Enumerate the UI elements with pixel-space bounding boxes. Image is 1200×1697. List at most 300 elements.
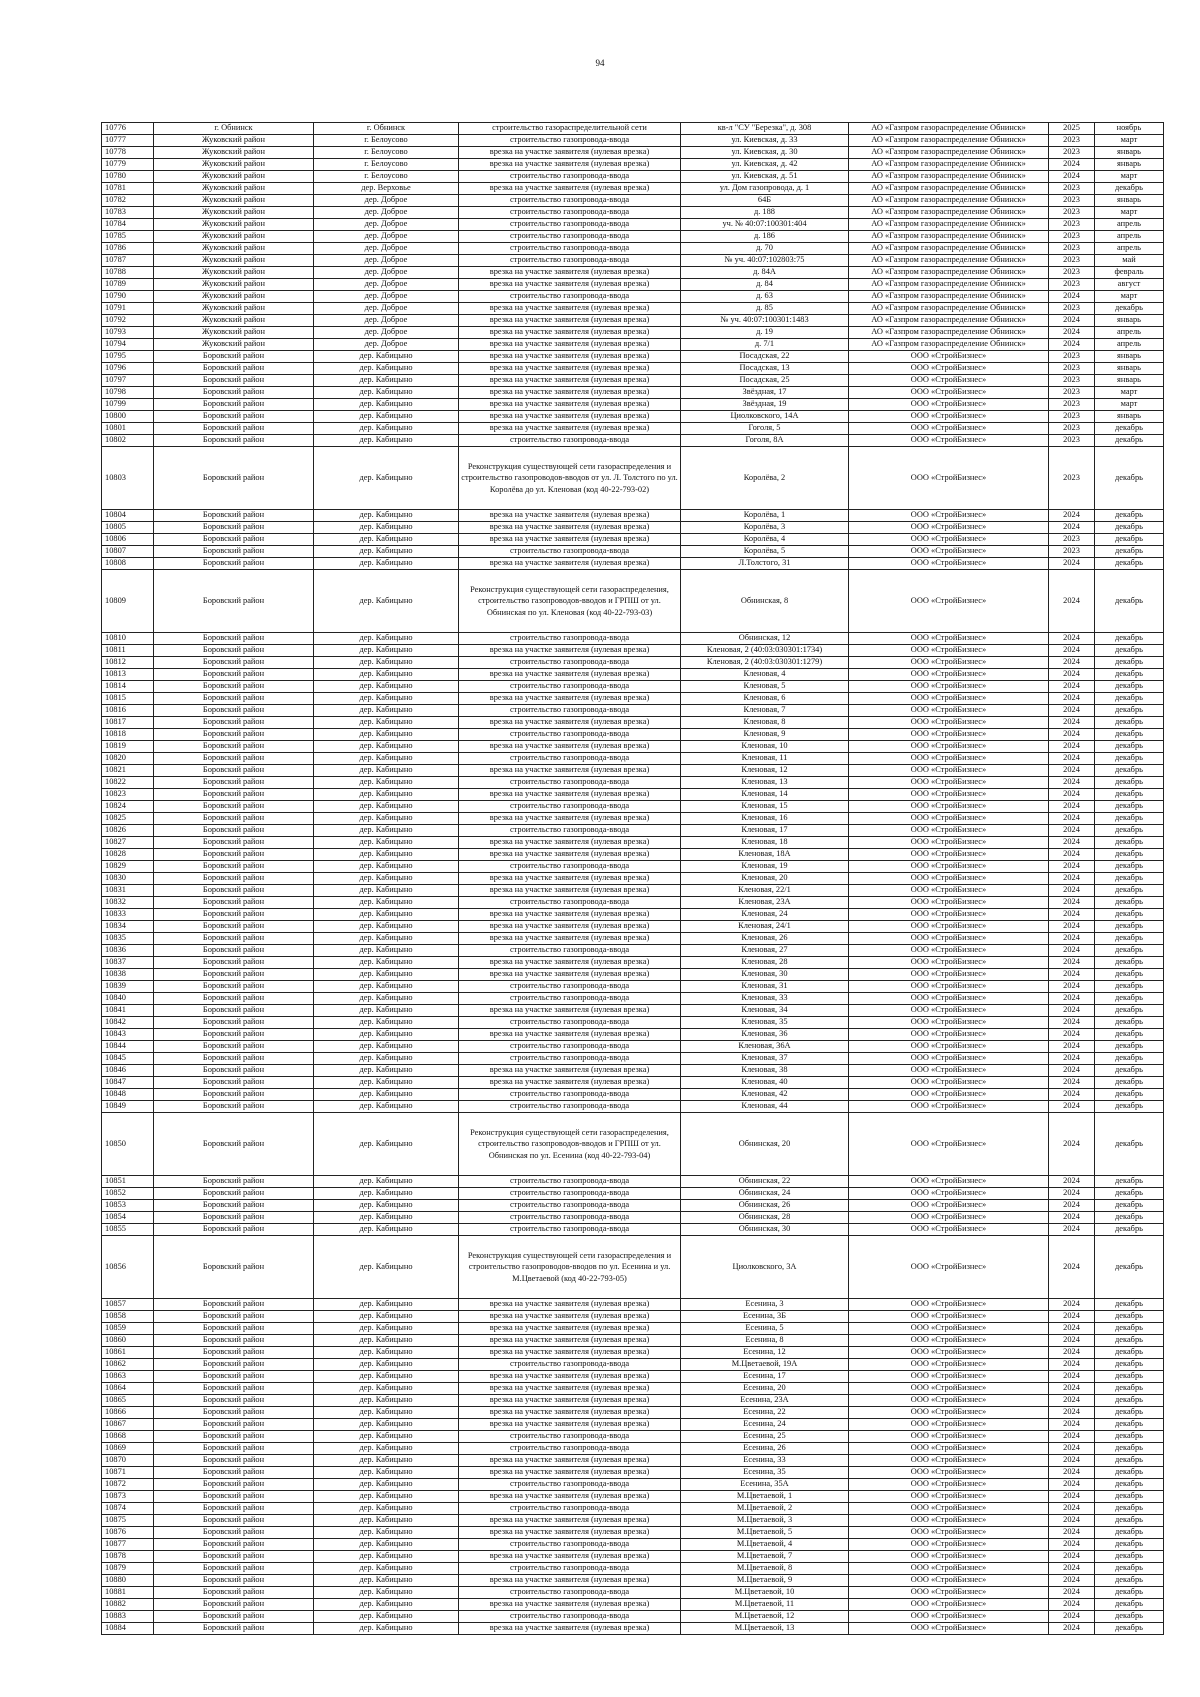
settlement-cell: дер. Кабицыно [314,1005,459,1017]
organization-cell: ООО «СтройБизнес» [849,1017,1049,1029]
settlement-cell: дер. Доброе [314,303,459,315]
address-cell: М.Цветаевой, 3 [681,1515,849,1527]
row-number: 10828 [102,849,154,861]
row-number: 10849 [102,1101,154,1113]
organization-cell: ООО «СтройБизнес» [849,1041,1049,1053]
table-row [102,1029,1164,1041]
row-number: 10836 [102,945,154,957]
month-cell: декабрь [1095,645,1164,657]
row-number: 10785 [102,231,154,243]
table-row [102,207,1164,219]
organization-cell: АО «Газпром газораспределение Обнинск» [849,195,1049,207]
organization-cell: АО «Газпром газораспределение Обнинск» [849,231,1049,243]
settlement-cell: дер. Кабицыно [314,729,459,741]
settlement-cell: дер. Верховье [314,183,459,195]
row-number: 10856 [102,1236,154,1299]
work-type-cell: строительство газопровода-ввода [459,993,681,1005]
table-row [102,231,1164,243]
row-number: 10855 [102,1224,154,1236]
table-row [102,981,1164,993]
organization-cell: ООО «СтройБизнес» [849,558,1049,570]
year-cell: 2024 [1049,1455,1095,1467]
organization-cell: ООО «СтройБизнес» [849,885,1049,897]
year-cell: 2024 [1049,837,1095,849]
work-type-cell: врезка на участке заявителя (нулевая врезка) [459,411,681,423]
table-row [102,1623,1164,1635]
address-cell: Кленовая, 18 [681,837,849,849]
organization-cell: АО «Газпром газораспределение Обнинск» [849,315,1049,327]
district-cell: Боровский район [154,399,314,411]
month-cell: декабрь [1095,705,1164,717]
year-cell: 2024 [1049,1089,1095,1101]
table-row [102,135,1164,147]
month-cell: декабрь [1095,861,1164,873]
district-cell: Жуковский район [154,243,314,255]
work-type-cell: врезка на участке заявителя (нулевая врезка) [459,279,681,291]
organization-cell: ООО «СтройБизнес» [849,1539,1049,1551]
address-cell: Кленовая, 19 [681,861,849,873]
month-cell: декабрь [1095,945,1164,957]
district-cell: Боровский район [154,1491,314,1503]
address-cell: Обнинская, 20 [681,1113,849,1176]
month-cell: декабрь [1095,1065,1164,1077]
district-cell: Боровский район [154,1407,314,1419]
year-cell: 2024 [1049,1587,1095,1599]
month-cell: декабрь [1095,303,1164,315]
settlement-cell: дер. Кабицыно [314,681,459,693]
work-type-cell: строительство газопровода-ввода [459,801,681,813]
organization-cell: ООО «СтройБизнес» [849,1188,1049,1200]
address-cell: № уч. 40:07:100301:1483 [681,315,849,327]
month-cell: декабрь [1095,447,1164,510]
district-cell: Боровский район [154,1017,314,1029]
settlement-cell: дер. Доброе [314,207,459,219]
settlement-cell: дер. Кабицыно [314,1623,459,1635]
district-cell: Жуковский район [154,183,314,195]
settlement-cell: дер. Кабицыно [314,777,459,789]
work-type-cell: строительство газопровода-ввода [459,291,681,303]
district-cell: Боровский район [154,363,314,375]
address-cell: М.Цветаевой, 5 [681,1527,849,1539]
month-cell: декабрь [1095,1323,1164,1335]
row-number: 10831 [102,885,154,897]
work-type-cell: строительство газопровода-ввода [459,135,681,147]
work-type-cell: строительство газопровода-ввода [459,1089,681,1101]
work-type-cell: врезка на участке заявителя (нулевая врезка) [459,1455,681,1467]
row-number: 10832 [102,897,154,909]
district-cell: Боровский район [154,693,314,705]
row-number: 10807 [102,546,154,558]
table-row [102,1479,1164,1491]
table-row [102,837,1164,849]
work-type-cell: врезка на участке заявителя (нулевая врезка) [459,1491,681,1503]
organization-cell: ООО «СтройБизнес» [849,849,1049,861]
settlement-cell: дер. Кабицыно [314,399,459,411]
district-cell: Боровский район [154,1224,314,1236]
table-row [102,1323,1164,1335]
district-cell: Жуковский район [154,207,314,219]
settlement-cell: дер. Кабицыно [314,1395,459,1407]
month-cell: апрель [1095,231,1164,243]
settlement-cell: дер. Кабицыно [314,885,459,897]
work-type-cell: строительство газопровода-ввода [459,207,681,219]
district-cell: Боровский район [154,570,314,633]
year-cell: 2024 [1049,1503,1095,1515]
settlement-cell: дер. Кабицыно [314,1431,459,1443]
work-type-cell: Реконструкция существующей сети газораспределения и строительство газопроводов-вводов по ул. Есенина и ул. М.Цветаевой (код 40-22-793-05) [459,1236,681,1299]
district-cell: Боровский район [154,1029,314,1041]
year-cell: 2023 [1049,147,1095,159]
row-number: 10784 [102,219,154,231]
year-cell: 2023 [1049,255,1095,267]
organization-cell: ООО «СтройБизнес» [849,1065,1049,1077]
settlement-cell: дер. Кабицыно [314,570,459,633]
row-number: 10853 [102,1200,154,1212]
district-cell: Боровский район [154,522,314,534]
address-cell: д. 70 [681,243,849,255]
year-cell: 2024 [1049,1113,1095,1176]
address-cell: Кленовая, 18А [681,849,849,861]
table-row [102,1359,1164,1371]
organization-cell: ООО «СтройБизнес» [849,570,1049,633]
table-row [102,291,1164,303]
district-cell: Боровский район [154,933,314,945]
settlement-cell: дер. Кабицыно [314,1212,459,1224]
organization-cell: ООО «СтройБизнес» [849,1455,1049,1467]
settlement-cell: дер. Кабицыно [314,1053,459,1065]
organization-cell: ООО «СтройБизнес» [849,741,1049,753]
district-cell: Боровский район [154,1623,314,1635]
table-row [102,1311,1164,1323]
month-cell: декабрь [1095,1503,1164,1515]
year-cell: 2024 [1049,1212,1095,1224]
work-type-cell: Реконструкция существующей сети газораспределения, строительство газопроводов-вводов и ГРПШ от ул. Обнинская по ул. Есенина (код 40-22-793-04) [459,1113,681,1176]
row-number: 10819 [102,741,154,753]
organization-cell: ООО «СтройБизнес» [849,1551,1049,1563]
year-cell: 2024 [1049,813,1095,825]
organization-cell: АО «Газпром газораспределение Обнинск» [849,339,1049,351]
district-cell: Боровский район [154,1053,314,1065]
settlement-cell: дер. Кабицыно [314,1527,459,1539]
settlement-cell: дер. Доброе [314,315,459,327]
year-cell: 2023 [1049,435,1095,447]
address-cell: Обнинская, 28 [681,1212,849,1224]
month-cell: декабрь [1095,1188,1164,1200]
district-cell: Боровский район [154,873,314,885]
table-row [102,1467,1164,1479]
organization-cell: ООО «СтройБизнес» [849,1299,1049,1311]
table-row [102,279,1164,291]
month-cell: декабрь [1095,657,1164,669]
table-row [102,1212,1164,1224]
row-number: 10792 [102,315,154,327]
settlement-cell: дер. Доброе [314,327,459,339]
month-cell: май [1095,255,1164,267]
row-number: 10833 [102,909,154,921]
year-cell: 2024 [1049,1467,1095,1479]
year-cell: 2024 [1049,741,1095,753]
address-cell: Есенина, 20 [681,1383,849,1395]
district-cell: Боровский район [154,789,314,801]
row-number: 10878 [102,1551,154,1563]
row-number: 10787 [102,255,154,267]
work-type-cell: строительство газопровода-ввода [459,1359,681,1371]
settlement-cell: дер. Кабицыно [314,1089,459,1101]
district-cell: Боровский район [154,1311,314,1323]
district-cell: Боровский район [154,957,314,969]
settlement-cell: дер. Кабицыно [314,825,459,837]
settlement-cell: дер. Кабицыно [314,351,459,363]
organization-cell: ООО «СтройБизнес» [849,765,1049,777]
row-number: 10815 [102,693,154,705]
row-number: 10835 [102,933,154,945]
table-row [102,1101,1164,1113]
year-cell: 2023 [1049,267,1095,279]
address-cell: Кленовая, 27 [681,945,849,957]
address-cell: М.Цветаевой, 11 [681,1599,849,1611]
month-cell: март [1095,135,1164,147]
organization-cell: АО «Газпром газораспределение Обнинск» [849,219,1049,231]
table-row [102,558,1164,570]
row-number: 10873 [102,1491,154,1503]
work-type-cell: врезка на участке заявителя (нулевая врезка) [459,423,681,435]
district-cell: Боровский район [154,423,314,435]
address-cell: д. 84 [681,279,849,291]
organization-cell: ООО «СтройБизнес» [849,657,1049,669]
row-number: 10852 [102,1188,154,1200]
month-cell: декабрь [1095,1623,1164,1635]
settlement-cell: дер. Кабицыно [314,1467,459,1479]
row-number: 10810 [102,633,154,645]
address-cell: Есенина, 23А [681,1395,849,1407]
work-type-cell: строительство газопровода-ввода [459,1176,681,1188]
month-cell: декабрь [1095,558,1164,570]
row-number: 10791 [102,303,154,315]
row-number: 10866 [102,1407,154,1419]
year-cell: 2024 [1049,558,1095,570]
settlement-cell: дер. Кабицыно [314,813,459,825]
settlement-cell: дер. Кабицыно [314,1236,459,1299]
address-cell: Кленовая, 2 (40:03:030301:1279) [681,657,849,669]
district-cell: Жуковский район [154,231,314,243]
month-cell: декабрь [1095,1101,1164,1113]
table-row [102,861,1164,873]
work-type-cell: врезка на участке заявителя (нулевая врезка) [459,885,681,897]
district-cell: Жуковский район [154,291,314,303]
year-cell: 2024 [1049,1563,1095,1575]
district-cell: Боровский район [154,717,314,729]
work-type-cell: врезка на участке заявителя (нулевая врезка) [459,147,681,159]
work-type-cell: строительство газопровода-ввода [459,1101,681,1113]
district-cell: Боровский район [154,1347,314,1359]
year-cell: 2024 [1049,1029,1095,1041]
year-cell: 2024 [1049,1335,1095,1347]
work-type-cell: врезка на участке заявителя (нулевая врезка) [459,741,681,753]
settlement-cell: дер. Доброе [314,195,459,207]
organization-cell: ООО «СтройБизнес» [849,522,1049,534]
settlement-cell: дер. Кабицыно [314,1347,459,1359]
month-cell: декабрь [1095,522,1164,534]
organization-cell: ООО «СтройБизнес» [849,447,1049,510]
settlement-cell: дер. Кабицыно [314,447,459,510]
table-row [102,681,1164,693]
month-cell: декабрь [1095,681,1164,693]
year-cell: 2023 [1049,183,1095,195]
organization-cell: АО «Газпром газораспределение Обнинск» [849,279,1049,291]
year-cell: 2024 [1049,1407,1095,1419]
organization-cell: ООО «СтройБизнес» [849,1575,1049,1587]
address-cell: М.Цветаевой, 2 [681,1503,849,1515]
month-cell: март [1095,171,1164,183]
address-cell: Л.Толстого, 31 [681,558,849,570]
row-number: 10800 [102,411,154,423]
district-cell: Боровский район [154,1005,314,1017]
settlement-cell: дер. Кабицыно [314,522,459,534]
address-cell: Кленовая, 33 [681,993,849,1005]
address-cell: Кленовая, 14 [681,789,849,801]
address-cell: Есенина, 17 [681,1371,849,1383]
table-row [102,1347,1164,1359]
organization-cell: ООО «СтройБизнес» [849,411,1049,423]
organization-cell: ООО «СтройБизнес» [849,423,1049,435]
year-cell: 2023 [1049,195,1095,207]
work-type-cell: врезка на участке заявителя (нулевая врезка) [459,789,681,801]
work-type-cell: строительство газопровода-ввода [459,1443,681,1455]
settlement-cell: дер. Кабицыно [314,1176,459,1188]
district-cell: Боровский район [154,1359,314,1371]
address-cell: М.Цветаевой, 7 [681,1551,849,1563]
row-number: 10798 [102,387,154,399]
address-cell: Королёва, 3 [681,522,849,534]
month-cell: апрель [1095,339,1164,351]
district-cell: Боровский район [154,1503,314,1515]
address-cell: ул. Киевская, д. 51 [681,171,849,183]
table-row [102,570,1164,633]
table-row [102,1611,1164,1623]
year-cell: 2024 [1049,1299,1095,1311]
row-number: 10827 [102,837,154,849]
year-cell: 2024 [1049,1515,1095,1527]
organization-cell: ООО «СтройБизнес» [849,1176,1049,1188]
year-cell: 2023 [1049,207,1095,219]
month-cell: декабрь [1095,1359,1164,1371]
month-cell: декабрь [1095,1299,1164,1311]
year-cell: 2024 [1049,789,1095,801]
settlement-cell: дер. Кабицыно [314,1029,459,1041]
organization-cell: ООО «СтройБизнес» [849,1359,1049,1371]
settlement-cell: дер. Кабицыно [314,633,459,645]
month-cell: декабрь [1095,1491,1164,1503]
year-cell: 2024 [1049,705,1095,717]
month-cell: март [1095,207,1164,219]
district-cell: Боровский район [154,837,314,849]
address-cell: Королёва, 2 [681,447,849,510]
district-cell: Боровский район [154,1065,314,1077]
table-row [102,1188,1164,1200]
district-cell: Боровский район [154,969,314,981]
work-type-cell: строительство газопровода-ввода [459,777,681,789]
address-cell: Кленовая, 22/1 [681,885,849,897]
work-type-cell: строительство газопровода-ввода [459,729,681,741]
district-cell: Боровский район [154,1200,314,1212]
table-row [102,159,1164,171]
work-type-cell: строительство газопровода-ввода [459,897,681,909]
work-type-cell: врезка на участке заявителя (нулевая врезка) [459,1575,681,1587]
district-cell: Боровский район [154,813,314,825]
year-cell: 2024 [1049,171,1095,183]
district-cell: Боровский район [154,861,314,873]
district-cell: Боровский район [154,681,314,693]
row-number: 10811 [102,645,154,657]
row-number: 10864 [102,1383,154,1395]
month-cell: декабрь [1095,969,1164,981]
address-cell: № уч. 40:07:102803:75 [681,255,849,267]
district-cell: Боровский район [154,1539,314,1551]
district-cell: Боровский район [154,1527,314,1539]
table-row [102,633,1164,645]
row-number: 10861 [102,1347,154,1359]
organization-cell: ООО «СтройБизнес» [849,693,1049,705]
address-cell: Кленовая, 6 [681,693,849,705]
settlement-cell: дер. Кабицыно [314,1443,459,1455]
settlement-cell: дер. Кабицыно [314,765,459,777]
table-row [102,447,1164,510]
address-cell: Обнинская, 8 [681,570,849,633]
address-cell: Есенина, 5 [681,1323,849,1335]
table-row [102,243,1164,255]
month-cell: декабрь [1095,1371,1164,1383]
district-cell: Боровский район [154,945,314,957]
table-row [102,1539,1164,1551]
work-type-cell: врезка на участке заявителя (нулевая врезка) [459,363,681,375]
table-row [102,789,1164,801]
district-cell: Жуковский район [154,279,314,291]
organization-cell: ООО «СтройБизнес» [849,1623,1049,1635]
address-cell: Кленовая, 28 [681,957,849,969]
settlement-cell: дер. Кабицыно [314,1371,459,1383]
month-cell: декабрь [1095,1347,1164,1359]
organization-cell: ООО «СтройБизнес» [849,1599,1049,1611]
settlement-cell: дер. Кабицыно [314,1323,459,1335]
table-row [102,1491,1164,1503]
month-cell: декабрь [1095,873,1164,885]
row-number: 10809 [102,570,154,633]
month-cell: декабрь [1095,753,1164,765]
row-number: 10848 [102,1089,154,1101]
settlement-cell: дер. Доброе [314,339,459,351]
work-type-cell: врезка на участке заявителя (нулевая врезка) [459,1419,681,1431]
row-number: 10854 [102,1212,154,1224]
work-type-cell: строительство газопровода-ввода [459,231,681,243]
district-cell: Боровский район [154,1383,314,1395]
settlement-cell: дер. Кабицыно [314,1599,459,1611]
district-cell: Боровский район [154,921,314,933]
year-cell: 2023 [1049,375,1095,387]
month-cell: декабрь [1095,1077,1164,1089]
row-number: 10871 [102,1467,154,1479]
row-number: 10812 [102,657,154,669]
organization-cell: АО «Газпром газораспределение Обнинск» [849,123,1049,135]
year-cell: 2024 [1049,645,1095,657]
table-row [102,1419,1164,1431]
settlement-cell: дер. Кабицыно [314,897,459,909]
settlement-cell: дер. Кабицыно [314,789,459,801]
row-number: 10830 [102,873,154,885]
row-number: 10816 [102,705,154,717]
district-cell: Боровский район [154,1077,314,1089]
district-cell: Боровский район [154,1371,314,1383]
table-row [102,1053,1164,1065]
